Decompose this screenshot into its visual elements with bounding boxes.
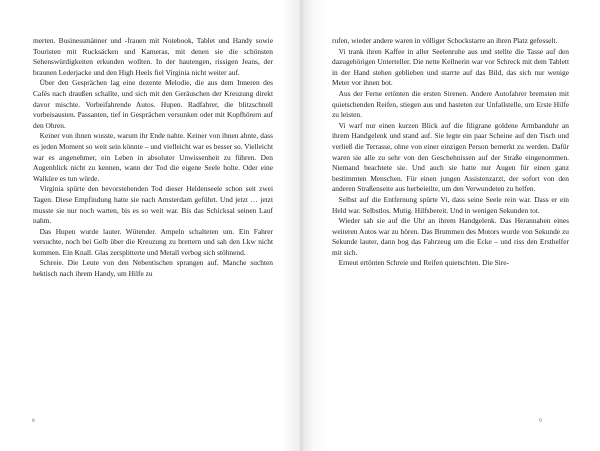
paragraph: Virginia spürte den bevorstehenden Tod dieser Heldenseele schon seit zwei Tagen. Diese Empfindung hatte sie nach Amsterdam geführt. Und jetzt … jetzt musste sie nur noch warten, bis es so weit war. Bis das Schicksal seinen Lauf nahm. xyxy=(33,184,273,226)
paragraph: Vi warf nur einen kurzen Blick auf die filigrane goldene Armbanduhr an ihrem Handgelenk und stand auf. Sie legte ein paar Scheine auf den Tisch und verließ die Terrasse, ohne von einer einzigen Person bemerkt zu werden. Dafür waren sie alle zu sehr von den Geschehnissen auf der Straße eingenommen. Niemand beachtete sie. Und auch sie hatte nur Augen für einen ganz bestimmten Menschen. Für einen jungen Assistenzarzt, der sofort von den anderen Straßenseite aus herbeieilte, um den Verwundeten zu helfen. xyxy=(332,120,569,194)
paragraph: Keiner von ihnen wusste, warum ihr Ende nahte. Keiner von ihnen ahnte, dass es jeden Moment so weit sein könnte – und vielleicht war es besser so. Vielleicht war es angenehmer, ein Leben in absoluter Unwissenheit zu führen. Den Augenblick nicht zu kennen, wann der Tod die eigene Seele holte. Oder eine Walküre es tun würde. xyxy=(33,131,273,183)
page-number: 9 xyxy=(539,418,542,424)
left-page-text xyxy=(33,36,273,280)
paragraph: Vi trank ihren Kaffee in aller Seelenruhe aus und stellte die Tasse auf den dazugehörigen Unterteller. Die nette Kellnerin war vor Schreck mit dem Tablett in der Hand stehen geblieben und starrte auf das Bild, das sich nur wenige Meter vor ihnen bot. xyxy=(332,46,569,88)
paragraph: Aus der Ferne ertönten die ersten Sirenen. Andere Autofahrer bremsten mit quietschenden Reifen, stiegen aus und hasteten zur Unfallstelle, um Erste Hilfe zu leisten. xyxy=(332,88,569,120)
paragraph: merten. Businessmänner und -frauen mit Notebook, Tablet und Handy sowie Touristen mit Rucksäcken und Kameras, mit denen sie die schönsten Sehenswürdigkeiten erkunden wollten. In der hautengen, rissigen Jeans, der braunen Lederjacke und den High Heels fiel Virginia nicht weiter auf. xyxy=(33,36,273,77)
paragraph: Über den Gesprächen lag eine dezente Melodie, die aus dem Inneren des Cafés nach draußen schallte, und sich mit den Geräuschen der Kreuzung direkt davor mischte. Vorbeifahrende Autos. Hupen. Radfahrer, die blitzschnell vorbeisausten. Passanten, tief in Gesprächen versunken oder mit Kopfhörern auf den Ohren. xyxy=(33,78,273,130)
paragraph: Wieder sah sie auf die Uhr an ihrem Handgelenk. Das Herannahen eines weiteren Autos war zu hören. Das Brummen des Motors wurde von Sekunde zu Sekunde lauter, dann bog das Fahrzeug um die Ecke – und riss den Ersthelfer mit sich. xyxy=(332,216,569,257)
page-number: 8 xyxy=(32,418,35,424)
paragraph: Schreie. Die Leute von den Nebentischen sprangen auf. Manche suchten hektisch nach ihrem Handy, um Hilfe zu xyxy=(33,258,273,279)
paragraph: Selbst auf die Entfernung spürte Vi, dass seine Seele rein war. Dass er ein Held war. Selbstlos. Mutig. Hilfsbereit. Und in wenigen Sekunden tot. xyxy=(332,194,569,215)
right-page-text xyxy=(332,36,569,269)
right-page xyxy=(300,0,600,451)
paragraph: rufen, wieder andere waren in völliger Schockstarre an ihren Platz gefesselt. xyxy=(332,36,558,45)
paragraph: Erneut ertönten Schreie und Reifen quietschten. Die Sire- xyxy=(338,258,509,268)
paragraph: Das Hupen wurde lauter. Wütender. Ampeln schalteten um. Ein Fahrer versuchte, noch bei Gelb über die Kreuzung zu brettern und sah den Lkw nicht kommen. Ein Knall. Glas zersplitterte und Metall verbog sich stöhnend. xyxy=(33,226,273,257)
